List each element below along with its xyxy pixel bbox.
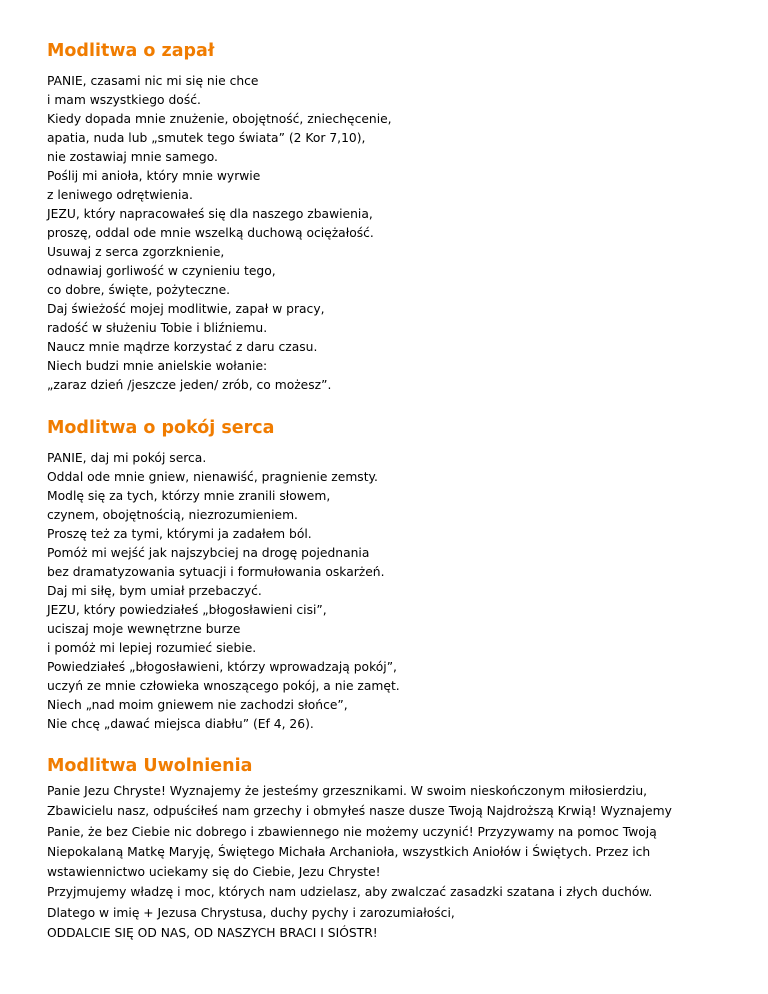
prayer-line: ODDALCIE SIĘ OD NAS, OD NASZYCH BRACI I SIÓSTR!: [47, 926, 378, 941]
prayer-line: apatia, nuda lub „smutek tego świata” (2 Kor 7,10),: [47, 131, 366, 145]
prayer-line: bez dramatyzowania sytuacji i formułowania oskarżeń.: [47, 565, 385, 579]
prayer-line: PANIE, daj mi pokój serca.: [47, 451, 207, 465]
prayer-line: wstawiennictwo uciekamy się do Ciebie, Jezu Chryste!: [47, 865, 381, 880]
prayer-line: co dobre, święte, pożyteczne.: [47, 283, 231, 297]
prayer-line: Panie, że bez Ciebie nic dobrego i zbawiennego nie możemy uczynić! Przyzywamy na pomoc Twoją: [47, 824, 657, 839]
prayer-title-pokoj-serca: Modlitwa o pokój serca: [47, 418, 275, 438]
prayer-line: JEZU, który napracowałeś się dla naszego zbawienia,: [47, 207, 373, 221]
prayer-line: JEZU, który powiedziałeś „błogosławieni cisi”,: [47, 603, 327, 617]
prayer-line: Proszę też za tymi, którymi ja zadałem ból.: [47, 527, 312, 541]
prayer-line: Pomóż mi wejść jak najszybciej na drogę pojednania: [47, 546, 370, 560]
prayer-line: „zaraz dzień /jeszcze jeden/ zrób, co możesz”.: [47, 378, 332, 392]
prayer-text-uwolnienia: [47, 781, 672, 943]
prayer-line: PANIE, czasami nic mi się nie chce: [47, 74, 259, 88]
prayer-title-zapal: Modlitwa o zapał: [47, 41, 215, 61]
prayer-line: Oddal ode mnie gniew, nienawiść, pragnienie zemsty.: [47, 470, 378, 484]
prayer-line: Zbawicielu nasz, odpuściłeś nam grzechy i obmyłeś nasze dusze Twoją Najdroższą Krwią! Wyznajemy: [47, 804, 672, 819]
prayer-line: Poślij mi anioła, który mnie wyrwie: [47, 169, 261, 183]
prayer-title-uwolnienia: Modlitwa Uwolnienia: [47, 756, 253, 776]
prayer-line: i mam wszystkiego dość.: [47, 93, 201, 107]
prayer-line: odnawiaj gorliwość w czynieniu tego,: [47, 264, 276, 278]
prayer-text-pokoj-serca: [47, 449, 400, 734]
prayer-line: Daj mi siłę, bym umiał przebaczyć.: [47, 584, 262, 598]
prayer-line: Nie chcę „dawać miejsca diabłu” (Ef 4, 26).: [47, 717, 314, 731]
prayer-line: Panie Jezu Chryste! Wyznajemy że jesteśmy grzesznikami. W swoim nieskończonym miłosierdziu,: [47, 784, 648, 798]
prayer-line: Naucz mnie mądrze korzystać z daru czasu.: [47, 340, 318, 354]
prayer-line: czynem, obojętnością, niezrozumieniem.: [47, 508, 298, 522]
prayer-line: Modlę się za tych, którzy mnie zranili słowem,: [47, 489, 331, 503]
prayer-line: i pomóż mi lepiej rozumieć siebie.: [47, 641, 257, 655]
prayer-line: Niech „nad moim gniewem nie zachodzi słońce”,: [47, 698, 348, 712]
prayer-line: Niech budzi mnie anielskie wołanie:: [47, 359, 268, 373]
prayer-line: uczyń ze mnie człowieka wnoszącego pokój, a nie zamęt.: [47, 679, 400, 693]
prayer-line: Niepokalaną Matkę Maryję, Świętego Michała Archanioła, wszystkich Aniołów i Świętych. Przez ich: [47, 844, 651, 859]
prayer-line: proszę, oddal ode mnie wszelką duchową ociężałość.: [47, 226, 374, 240]
prayer-text-zapal: [47, 72, 392, 395]
prayer-line: Przyjmujemy władzę i moc, których nam udzielasz, aby zwalczać zasadzki szatana i złych duchów.: [47, 885, 653, 900]
prayer-line: Usuwaj z serca zgorzknienie,: [47, 245, 225, 259]
prayer-line: Dlatego w imię + Jezusa Chrystusa, duchy pychy i zarozumiałości,: [47, 905, 455, 920]
prayer-line: Daj świeżość mojej modlitwie, zapał w pracy,: [47, 302, 325, 316]
prayer-line: Kiedy dopada mnie znużenie, obojętność, zniechęcenie,: [47, 112, 392, 126]
prayer-line: uciszaj moje wewnętrzne burze: [47, 622, 241, 636]
prayer-line: radość w służeniu Tobie i bliźniemu.: [47, 321, 268, 335]
prayer-line: z leniwego odrętwienia.: [47, 188, 193, 202]
prayer-line: Powiedziałeś „błogosławieni, którzy wprowadzają pokój”,: [47, 660, 397, 674]
prayer-line: nie zostawiaj mnie samego.: [47, 150, 218, 164]
